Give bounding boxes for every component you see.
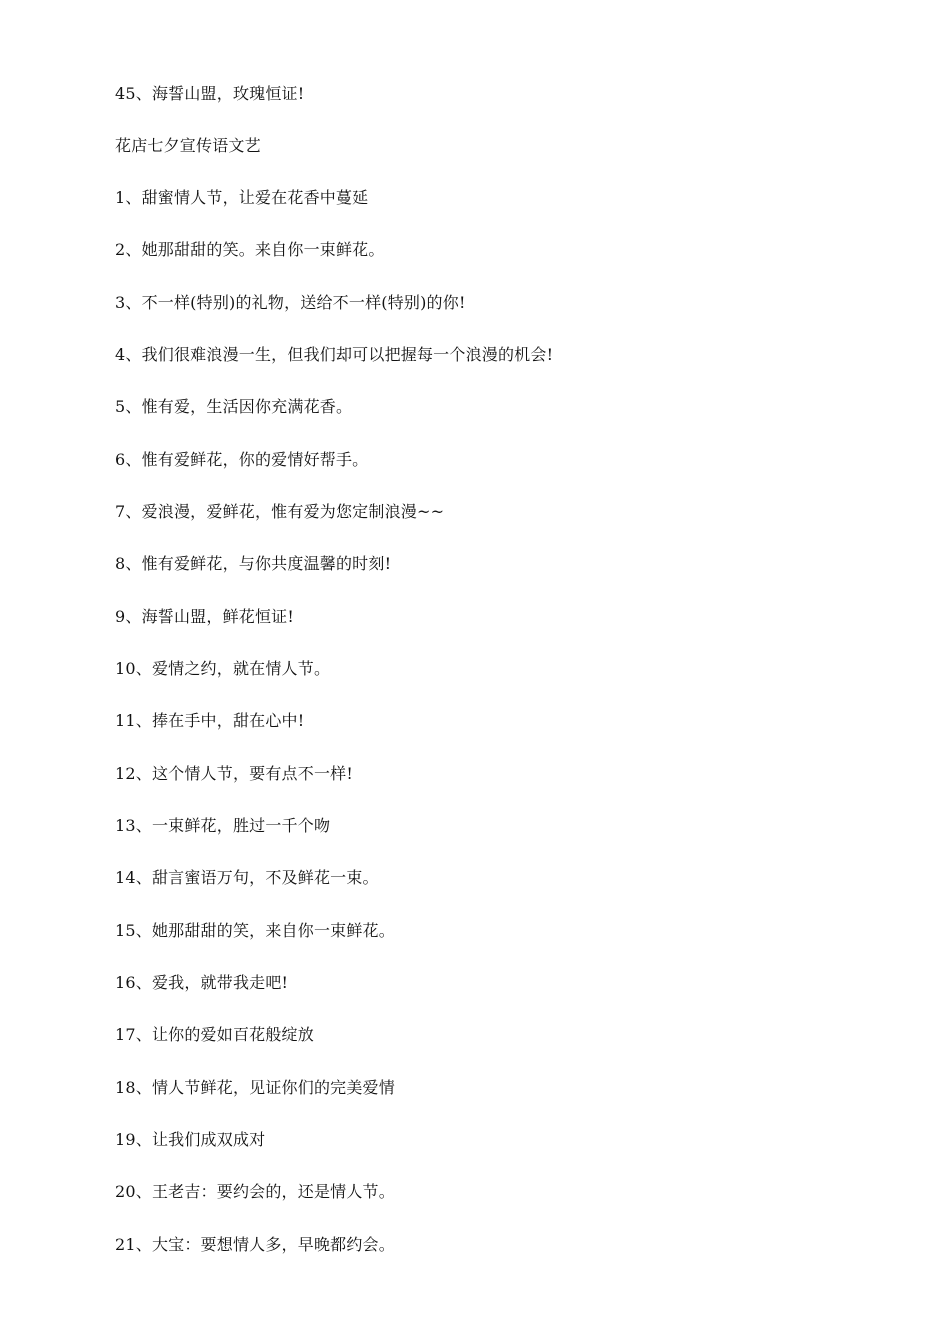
text-line: 9、海誓山盟，鲜花恒证! <box>115 607 295 626</box>
text-line: 7、爱浪漫，爱鲜花，惟有爱为您定制浪漫~~ <box>115 502 445 521</box>
text-line: 5、惟有爱，生活因你充满花香。 <box>115 397 353 416</box>
text-line: 16、爱我，就带我走吧! <box>115 973 289 992</box>
text-line: 14、甜言蜜语万句，不及鲜花一束。 <box>115 868 379 887</box>
text-line: 11、捧在手中，甜在心中! <box>115 711 305 730</box>
text-line: 17、让你的爱如百花般绽放 <box>115 1025 314 1044</box>
text-line: 21、大宝：要想情人多，早晚都约会。 <box>115 1235 395 1254</box>
section-heading: 花店七夕宣传语文艺 <box>115 136 261 155</box>
text-line: 10、爱情之约，就在情人节。 <box>115 659 331 678</box>
text-line: 12、这个情人节，要有点不一样! <box>115 764 353 783</box>
text-line: 13、一束鲜花，胜过一千个吻 <box>115 816 331 835</box>
text-line: 3、不一样(特别)的礼物，送给不一样(特别)的你! <box>115 293 466 312</box>
text-line: 45、海誓山盟，玫瑰恒证! <box>115 84 305 103</box>
text-line: 8、惟有爱鲜花，与你共度温馨的时刻! <box>115 554 392 573</box>
text-line: 2、她那甜甜的笑。来自你一束鲜花。 <box>115 240 385 259</box>
text-line: 20、王老吉：要约会的，还是情人节。 <box>115 1182 395 1201</box>
text-line: 15、她那甜甜的笑，来自你一束鲜花。 <box>115 921 395 940</box>
text-line: 1、甜蜜情人节，让爱在花香中蔓延 <box>115 188 369 207</box>
text-line: 6、惟有爱鲜花，你的爱情好帮手。 <box>115 450 369 469</box>
text-line: 19、让我们成双成对 <box>115 1130 266 1149</box>
text-line: 4、我们很难浪漫一生，但我们却可以把握每一个浪漫的机会! <box>115 345 554 364</box>
text-line: 18、情人节鲜花，见证你们的完美爱情 <box>115 1078 395 1097</box>
